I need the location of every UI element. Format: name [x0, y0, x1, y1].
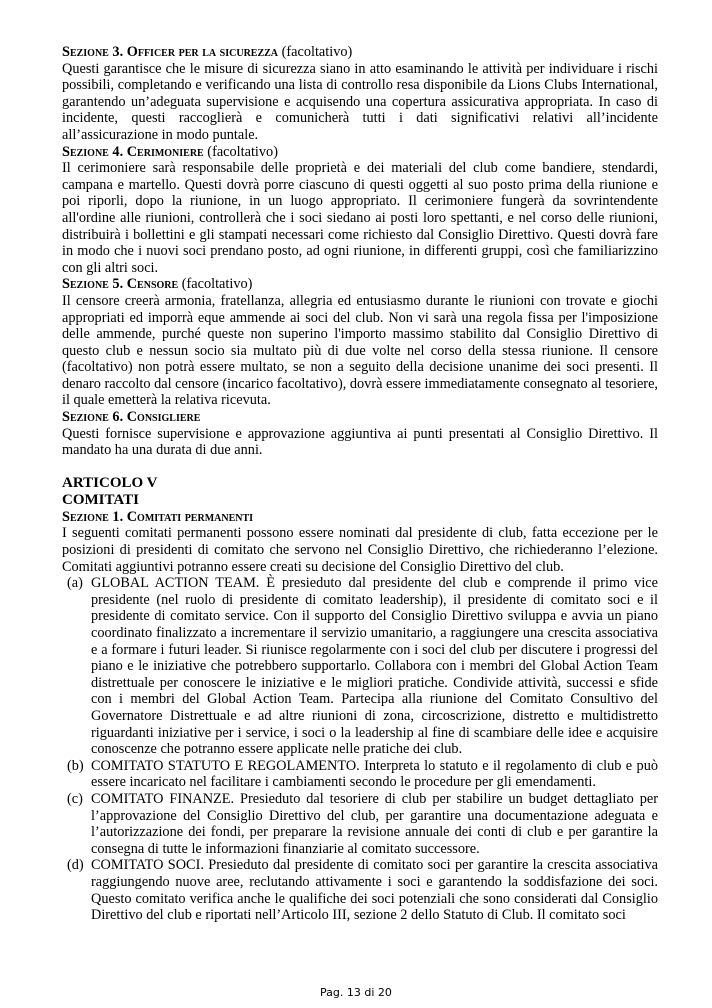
section-heading: Sezione 5. Censore (facoltativo): [62, 276, 253, 293]
section-heading: Sezione 1. Comitati permanenti: [62, 508, 254, 525]
list-item-text: COMITATO STATUTO E REGOLAMENTO. Interpreta lo statuto e il regolamento di club e può essere incaricato nel facilitare i cambiamenti secondo le procedure per gli emendamenti.: [91, 757, 658, 791]
article-heading: [62, 475, 658, 509]
committees-list: [62, 575, 658, 923]
article-5-section-1: [62, 509, 658, 575]
list-item-text: GLOBAL ACTION TEAM. È presieduto dal presidente del club e comprende il primo vice presidente (nel ruolo di presidente di comitato leadership), il presidente di comitato soci e il presidente di comitato service. Con il supporto del Consiglio Direttivo sviluppa e avvia un piano coordinato finalizzato a incrementare il servizio umanitario, a raggiungere una crescita associativa e a formare i futuri leader. Si riunisce regolarmente con i soci del club per discutere i progressi del piano e le iniziative che potrebbero supportarlo. Collabora con i membri del Global Action Team distrettuale per conoscere le iniziative e le migliori pratiche. Condivide attività, successi e sfide con i membri del Global Action Team. Partecipa alla riunione del Comitato Consultivo del Governatore Distrettuale e ad altre riunioni di zona, circoscrizione, distretto e multidistretto riguardanti iniziative per i service, i soci o la leadership al fine di scambiare delle idee e acquisire conoscenze che potranno essere applicate nelle pratiche dei club.: [91, 575, 658, 758]
list-item-label: (c): [67, 790, 83, 807]
section-body: Questi fornisce supervisione e approvazione aggiuntiva ai punti presentati al Consiglio Direttivo. Il mandato ha una durata di due anni.: [62, 425, 658, 459]
article-number: ARTICOLO V: [62, 474, 158, 491]
list-item-text: COMITATO FINANZE. Presieduto dal tesoriere di club per stabilire un budget dettagliato per l’approvazione del Consiglio Direttivo del club, per garantire una documentazione adeguata e l’autorizzazione dei fondi, per preparare la revisione annuale dei conti di club e per garantire la consegna di tutte le informazioni finanziarie al comitato successore.: [91, 790, 658, 857]
article-title: COMITATI: [62, 491, 139, 508]
list-item-label: (d): [67, 857, 84, 874]
list-item: [62, 758, 658, 791]
section-body: Il cerimoniere sarà responsabile delle proprietà e dei materiali del club come bandiere, stendardi, campana e martello. Questi dovrà porre ciascuno di questi oggetti al suo posto prima della riunione e poi riporli, dopo la riunione, in un luogo appropriato. Il cerimoniere fungerà da sovrintendente all'ordine alle riunioni, controllerà che i soci siedano ai posti loro spettanti, e nel corso delle riunioni, distribuirà i bollettini e gli stampati necessari come richiesto dal Consiglio Direttivo. Questi dovrà fare in modo che i nuovi soci prendano posto, ad ogni riunione, in differenti gruppi, così che familiarizzino con gli altri soci.: [62, 160, 658, 276]
list-item: [62, 791, 658, 857]
list-item-label: (a): [67, 575, 83, 592]
page-number: Pag. 13 di 20: [320, 986, 392, 999]
section-heading: Sezione 3. Officer per la sicurezza (facoltativo): [62, 44, 353, 60]
section-6: [62, 409, 658, 459]
section-3: [62, 44, 658, 144]
document-page: [62, 44, 658, 924]
list-item-label: (b): [67, 757, 84, 774]
list-item: [62, 575, 658, 758]
section-heading: Sezione 4. Cerimoniere (facoltativo): [62, 143, 278, 160]
section-body: Il censore creerà armonia, fratellanza, allegria ed entusiasmo durante le riunioni con trovate e giochi appropriati ed imporrà eque ammende ai soci del club. Non vi sarà una regola fissa per l'imposizione delle ammende, purché queste non superino l'importo massimo stabilito dal Consiglio Direttivo di questo club e nessun socio sia multato più di due volte nel corso della stessa riunione. Il censore (facoltativo) non potrà essere multato, se non a seguito della decisione unanime dei soci presenti. Il denaro raccolto dal censore (incarico facoltativo), dovrà essere immediatamente consegnato al tesoriere, il quale emetterà la relativa ricevuta.: [62, 292, 658, 409]
list-item: [62, 857, 658, 923]
section-body: Questi garantisce che le misure di sicurezza siano in atto esaminando le attività per individuare i rischi possibili, completando e verificando una lista di controllo resa disponibile da Lions Clubs International, garantendo un’adeguata supervisione e acquisendo una copertura assicurativa appropriata. In caso di incidente, questi raccoglierà e comunicherà tutti i dati significativi relativi all’incidente all’assicurazione in modo puntale.: [62, 60, 658, 143]
section-body: I seguenti comitati permanenti possono essere nominati dal presidente di club, fatta eccezione per le posizioni di presidenti di comitato che servono nel Consiglio Direttivo, che richiederanno l’elezione. Comitati aggiuntivi potranno essere creati su decisione del Consiglio Direttivo del club.: [62, 525, 658, 575]
section-5: [62, 276, 658, 409]
section-4: [62, 144, 658, 277]
section-heading: Sezione 6. Consigliere: [62, 409, 201, 426]
list-item-text: COMITATO SOCI. Presieduto dal presidente di comitato soci per garantire la crescita associativa raggiungendo nuove aree, reclutando attivamente i soci e garantendo la soddisfazione dei soci. Questo comitato verifica anche le qualifiche dei soci potenziali che sono considerati dal Consiglio Direttivo del club e riportati nell’Articolo III, sezione 2 dello Statuto di Club. Il comitato soci: [91, 857, 658, 924]
